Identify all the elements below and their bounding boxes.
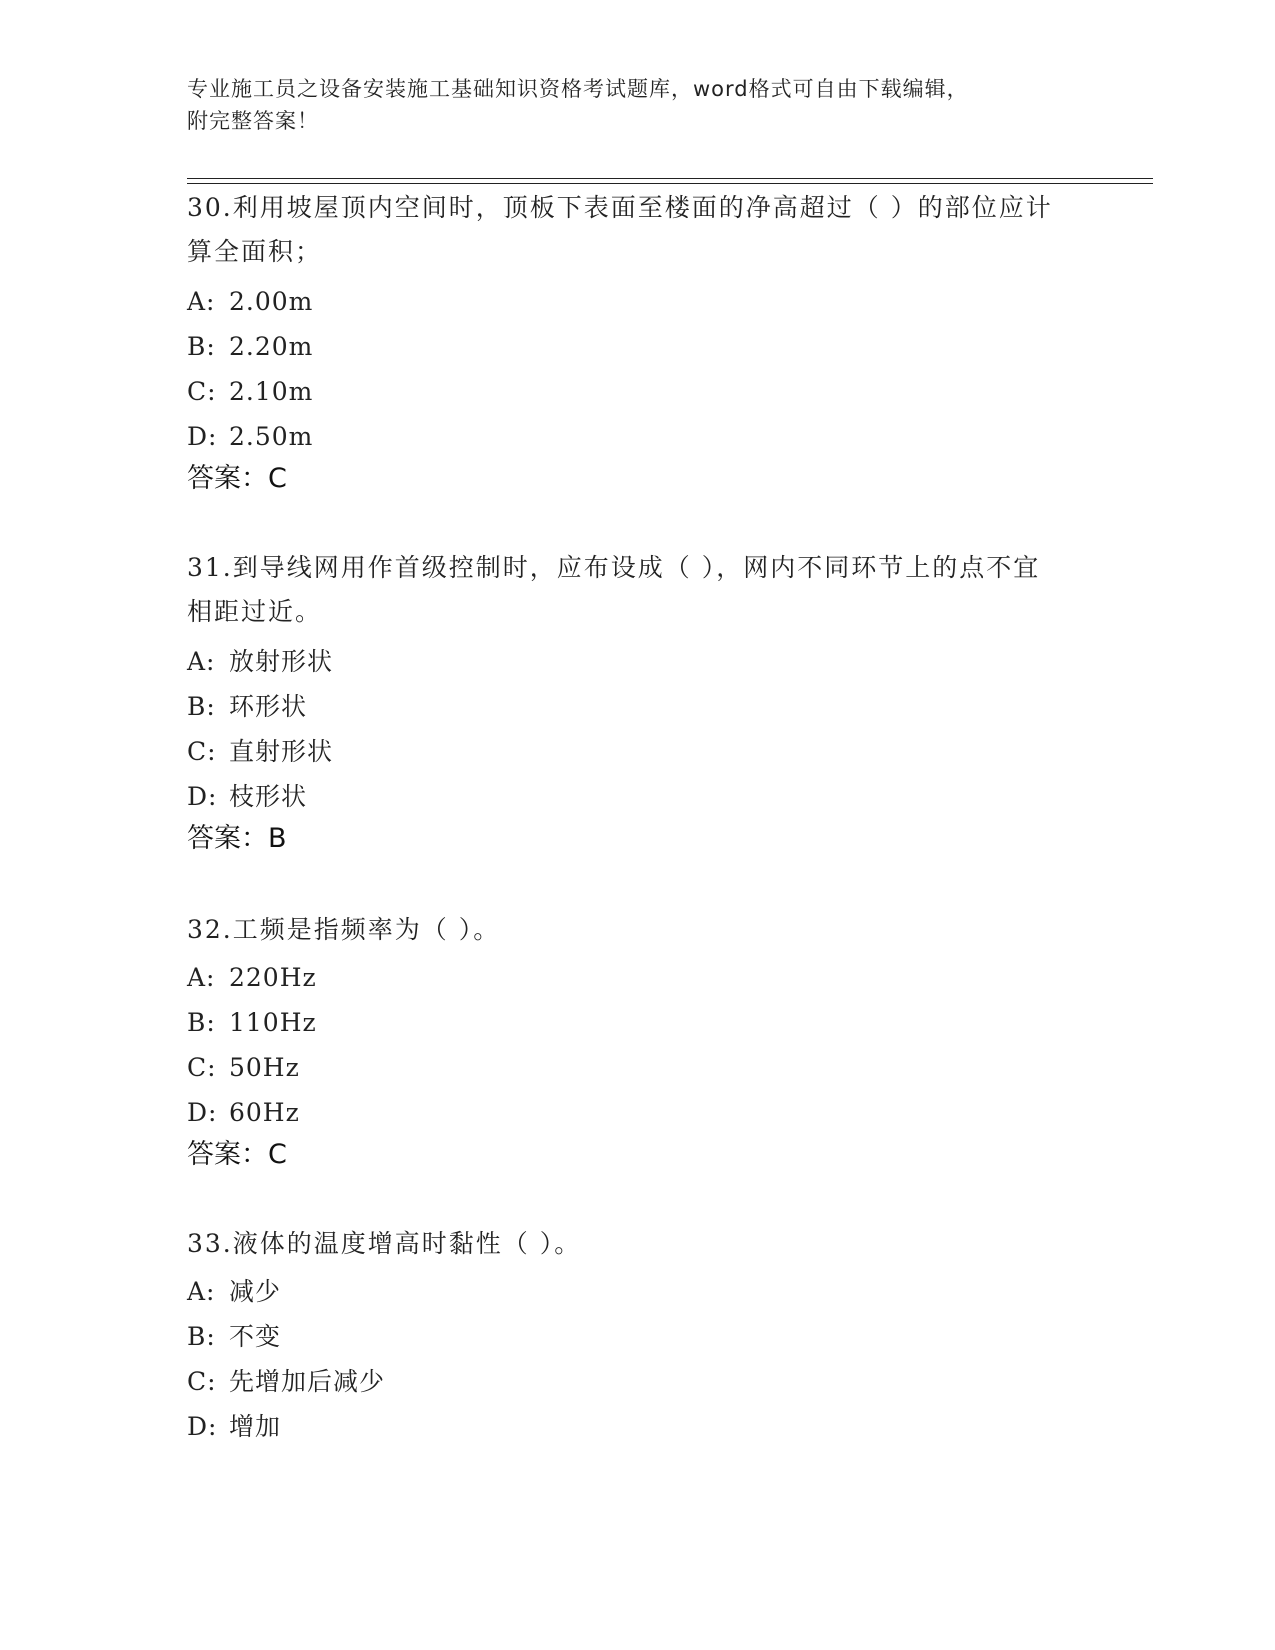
question-text: 33.液体的温度增高时黏性（ ）。 bbox=[187, 1229, 582, 1258]
option-label: B: bbox=[187, 692, 216, 721]
option-value: 直射形状 bbox=[229, 737, 334, 766]
question-text: 30.利用坡屋顶内空间时，顶板下表面至楼面的净高超过（ ）的部位应计算全面积； bbox=[187, 193, 1053, 266]
answer-line: 答案：C bbox=[187, 1139, 287, 1170]
option-label: D: bbox=[187, 1098, 218, 1127]
answer-line: 答案：C bbox=[187, 463, 287, 494]
option-value: 2.50m bbox=[229, 422, 314, 451]
header-line-2: 附完整答案！ bbox=[187, 109, 319, 133]
option-b bbox=[187, 1008, 317, 1038]
option-value: 放射形状 bbox=[229, 647, 334, 676]
option-label: C: bbox=[187, 377, 217, 406]
option-value: 先增加后减少 bbox=[229, 1367, 386, 1396]
option-label: B: bbox=[187, 332, 216, 361]
header-divider-top bbox=[187, 178, 1153, 179]
option-b bbox=[187, 692, 307, 722]
option-label: A: bbox=[187, 287, 216, 316]
option-value: 不变 bbox=[229, 1322, 282, 1351]
option-label: B: bbox=[187, 1322, 216, 1351]
option-a bbox=[187, 287, 313, 317]
option-label: A: bbox=[187, 647, 216, 676]
option-a bbox=[187, 963, 317, 993]
option-value: 60Hz bbox=[229, 1098, 300, 1127]
option-c bbox=[187, 377, 313, 407]
option-value: 减少 bbox=[229, 1277, 282, 1306]
option-value: 2.10m bbox=[229, 377, 314, 406]
option-a bbox=[187, 1277, 281, 1307]
option-value: 枝形状 bbox=[229, 782, 308, 811]
option-c bbox=[187, 737, 333, 767]
option-value: 环形状 bbox=[229, 692, 308, 721]
question-text: 32.工频是指频率为（ ）。 bbox=[187, 915, 501, 944]
option-b bbox=[187, 332, 313, 362]
option-c bbox=[187, 1367, 385, 1397]
option-value: 2.20m bbox=[229, 332, 314, 361]
option-label: D: bbox=[187, 1412, 218, 1441]
option-d bbox=[187, 422, 313, 452]
option-label: A: bbox=[187, 1277, 216, 1306]
option-label: D: bbox=[187, 422, 218, 451]
option-label: B: bbox=[187, 1008, 216, 1037]
option-value: 2.00m bbox=[229, 287, 314, 316]
option-label: A: bbox=[187, 963, 216, 992]
option-label: C: bbox=[187, 1367, 217, 1396]
header-line-1: 专业施工员之设备安装施工基础知识资格考试题库，word格式可自由下载编辑， bbox=[187, 77, 969, 101]
option-a bbox=[187, 647, 333, 677]
option-label: C: bbox=[187, 1053, 217, 1082]
option-value: 增加 bbox=[229, 1412, 282, 1441]
option-d bbox=[187, 782, 307, 812]
option-label: C: bbox=[187, 737, 217, 766]
header-divider-bottom bbox=[187, 183, 1153, 184]
option-value: 50Hz bbox=[229, 1053, 300, 1082]
option-b bbox=[187, 1322, 281, 1352]
option-c bbox=[187, 1053, 300, 1083]
option-d bbox=[187, 1098, 300, 1128]
document-header bbox=[187, 73, 1067, 137]
option-label: D: bbox=[187, 782, 218, 811]
answer-line: 答案：B bbox=[187, 823, 287, 854]
option-value: 220Hz bbox=[229, 963, 317, 992]
question-text: 31.到导线网用作首级控制时，应布设成（ ），网内不同环节上的点不宜相距过近。 bbox=[187, 553, 1041, 626]
option-d bbox=[187, 1412, 281, 1442]
option-value: 110Hz bbox=[229, 1008, 317, 1037]
